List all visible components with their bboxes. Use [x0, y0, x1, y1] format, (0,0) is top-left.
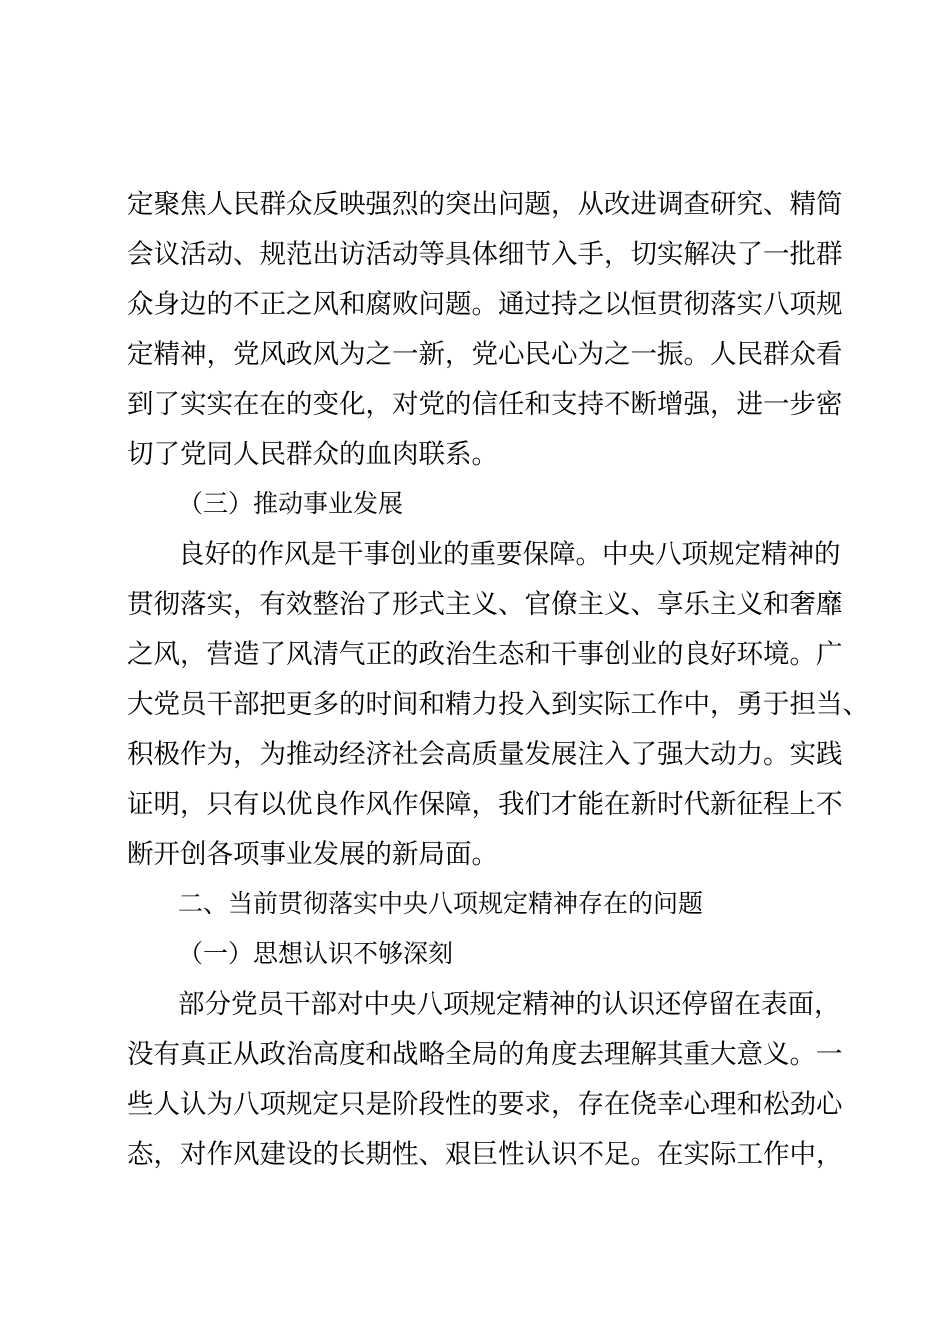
paragraph-line: 没有真正从政治高度和战略全局的角度去理解其重大意义。一: [127, 1039, 843, 1070]
paragraph-line: 众身边的不正之风和腐败问题。通过持之以恒贯彻落实八项规: [127, 289, 843, 320]
paragraph-line: 会议活动、规范出访活动等具体细节入手，切实解决了一批群: [127, 239, 843, 270]
section-heading: （一）思想认识不够深刻: [178, 939, 454, 968]
paragraph-line: 之风，营造了风清气正的政治生态和干事创业的良好环境。广: [127, 639, 843, 670]
paragraph-line: 定聚焦人民群众反映强烈的突出问题，从改进调查研究、精简: [127, 189, 843, 220]
paragraph-line: 证明，只有以优良作风作保障，我们才能在新时代新征程上不: [127, 789, 843, 820]
paragraph-line: 良好的作风是干事创业的重要保障。中央八项规定精神的: [178, 539, 841, 570]
paragraph-line: 断开创各项事业发展的新局面。: [127, 839, 498, 870]
section-heading: （三）推动事业发展: [178, 489, 404, 518]
paragraph-line: 到了实实在在的变化，对党的信任和支持不断增强，进一步密: [127, 389, 843, 420]
paragraph-line: 部分党员干部对中央八项规定精神的认识还停留在表面，: [178, 989, 841, 1020]
paragraph-line: 切了党同人民群众的血肉联系。: [127, 439, 498, 470]
chapter-heading: 二、当前贯彻落实中央八项规定精神存在的问题: [178, 889, 704, 918]
paragraph-line: 定精神，党风政风为之一新，党心民心为之一振。人民群众看: [127, 339, 843, 370]
paragraph-line: 态，对作风建设的长期性、艰巨性认识不足。在实际工作中，: [127, 1139, 843, 1170]
paragraph-line: 积极作为，为推动经济社会高质量发展注入了强大动力。实践: [127, 739, 843, 770]
paragraph-line: 些人认为八项规定只是阶段性的要求，存在侥幸心理和松劲心: [127, 1089, 843, 1120]
paragraph-line: 大党员干部把更多的时间和精力投入到实际工作中，勇于担当、: [127, 689, 869, 720]
paragraph-line: 贯彻落实，有效整治了形式主义、官僚主义、享乐主义和奢靡: [127, 589, 843, 620]
